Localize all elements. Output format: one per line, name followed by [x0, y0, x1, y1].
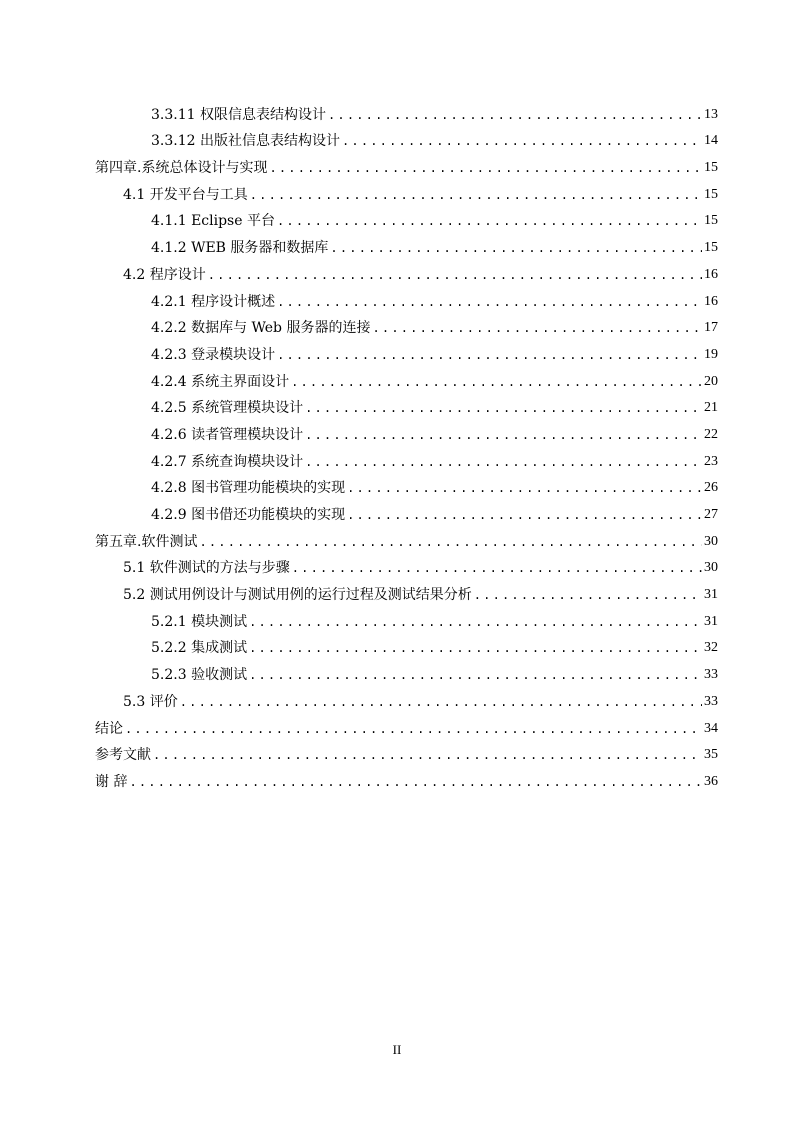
toc-entry-title: 第四章.系统总体设计与实现 [95, 160, 268, 177]
toc-entry-title: 4.2.1 程序设计概述 [151, 293, 276, 310]
toc-entry-title: 4.1.2 WEB 服务器和数据库 [151, 240, 329, 257]
toc-entry-title: 5.2.3 验收测试 [151, 667, 248, 684]
toc-entry-page-number: 27 [704, 507, 718, 522]
toc-entry-page-number: 31 [704, 587, 718, 603]
toc-entry [95, 177, 718, 204]
toc-entry [95, 577, 718, 604]
toc-entry-page-number: 35 [704, 747, 718, 763]
toc-entry-title: 4.1.1 Eclipse 平台 [151, 213, 275, 230]
toc-dot-leader [249, 666, 702, 684]
toc-dot-leader [342, 132, 702, 150]
toc-dot-leader [277, 212, 702, 230]
toc-entry [95, 337, 718, 364]
toc-entry-title: 4.2.7 系统查询模块设计 [151, 453, 304, 470]
toc-entry-title: 4.2.8 图书管理功能模块的实现 [151, 480, 346, 497]
toc-entry-page-number: 17 [704, 320, 718, 336]
toc-dot-leader [269, 159, 702, 177]
toc-dot-leader [250, 186, 702, 204]
toc-dot-leader [347, 479, 702, 497]
toc-dot-leader [277, 293, 702, 311]
toc-entry-page-number: 30 [704, 533, 718, 549]
toc-entry-page-number: 36 [704, 773, 718, 789]
toc-entry [95, 471, 718, 498]
toc-entry [95, 738, 718, 765]
toc-entry-title: 4.2.5 系统管理模块设计 [151, 400, 304, 417]
toc-dot-leader [305, 426, 702, 444]
toc-entry-page-number: 33 [704, 667, 718, 683]
toc-dot-leader [199, 533, 702, 551]
toc-entry-title: 4.2 程序设计 [123, 266, 206, 283]
toc-entry-title: 5.2.1 模块测试 [151, 613, 248, 630]
toc-entry [95, 711, 718, 738]
toc-entry [95, 551, 718, 578]
toc-entry [95, 284, 718, 311]
toc-entry-title: 4.1 开发平台与工具 [123, 186, 248, 203]
toc-entry-title: 3.3.12 出版社信息表结构设计 [151, 133, 340, 150]
toc-dot-leader [347, 506, 702, 524]
toc-entry [95, 684, 718, 711]
toc-entry-page-number: 15 [704, 160, 718, 176]
toc-entry-page-number: 31 [704, 613, 718, 629]
toc-entry [95, 524, 718, 551]
toc-entry [95, 311, 718, 338]
toc-entry-title: 5.1 软件测试的方法与步骤 [123, 560, 290, 577]
toc-entry-title: 4.2.9 图书借还功能模块的实现 [151, 507, 346, 523]
toc-entry [95, 257, 718, 284]
toc-entry-page-number: 33 [704, 693, 718, 709]
toc-entry [95, 97, 718, 124]
toc-entry-title: 4.2.4 系统主界面设计 [151, 373, 290, 390]
toc-dot-leader [474, 586, 702, 604]
toc-entry [95, 604, 718, 631]
toc-entry [95, 124, 718, 151]
toc-entry-page-number: 13 [704, 106, 718, 122]
toc-dot-leader [328, 106, 702, 124]
toc-entry [95, 417, 718, 444]
toc-entry-title: 3.3.11 权限信息表结构设计 [151, 106, 326, 123]
toc-entry-title: 谢 辞 [95, 773, 128, 790]
toc-entry-page-number: 16 [704, 293, 718, 309]
toc-dot-leader [305, 453, 702, 471]
page-footer-number: II [392, 1042, 402, 1057]
toc-entry-page-number: 15 [704, 240, 718, 256]
toc-entry-page-number: 26 [704, 480, 718, 496]
toc-entry-page-number: 23 [704, 453, 718, 469]
toc-dot-leader [249, 613, 702, 631]
toc-dot-leader [208, 266, 702, 284]
toc-entry-page-number: 14 [704, 133, 718, 149]
toc-entry-page-number: 20 [704, 373, 718, 389]
toc-dot-leader [305, 399, 702, 417]
toc-entry [95, 391, 718, 418]
toc-entry [95, 204, 718, 231]
toc-dot-leader [249, 639, 702, 657]
toc-entry-page-number: 34 [704, 720, 718, 736]
toc-dot-leader [180, 693, 702, 711]
toc-entry-title: 4.2.6 读者管理模块设计 [151, 426, 304, 443]
toc-entry [95, 631, 718, 658]
table-of-contents [95, 97, 718, 791]
toc-entry-title: 第五章.软件测试 [95, 533, 198, 550]
toc-entry-title: 4.2.2 数据库与 Web 服务器的连接 [151, 320, 371, 337]
toc-dot-leader [125, 720, 702, 738]
toc-entry [95, 364, 718, 391]
toc-entry-page-number: 22 [704, 426, 718, 442]
toc-entry-title: 4.2.3 登录模块设计 [151, 346, 276, 363]
toc-entry-page-number: 32 [704, 640, 718, 656]
toc-entry-page-number: 19 [704, 346, 718, 362]
toc-dot-leader [153, 746, 702, 764]
toc-entry-title: 参考文献 [95, 747, 151, 764]
toc-entry-page-number: 15 [704, 213, 718, 229]
toc-entry-title: 结论 [95, 720, 123, 737]
toc-entry [95, 444, 718, 471]
toc-dot-leader [291, 373, 702, 391]
toc-dot-leader [292, 559, 702, 577]
toc-entry [95, 150, 718, 177]
toc-dot-leader [330, 239, 702, 257]
toc-dot-leader [129, 773, 702, 791]
toc-entry-page-number: 21 [704, 400, 718, 416]
toc-dot-leader [277, 346, 702, 364]
toc-entry-page-number: 30 [704, 560, 718, 576]
toc-dot-leader [372, 319, 702, 337]
toc-entry-page-number: 15 [704, 186, 718, 202]
toc-entry [95, 230, 718, 257]
toc-entry [95, 497, 718, 524]
toc-entry-page-number: 16 [704, 266, 718, 282]
toc-entry-title: 5.2 测试用例设计与测试用例的运行过程及测试结果分析 [123, 587, 472, 604]
toc-entry [95, 764, 718, 791]
toc-entry-title: 5.2.2 集成测试 [151, 640, 248, 657]
toc-entry [95, 657, 718, 684]
toc-entry-title: 5.3 评价 [123, 693, 178, 710]
